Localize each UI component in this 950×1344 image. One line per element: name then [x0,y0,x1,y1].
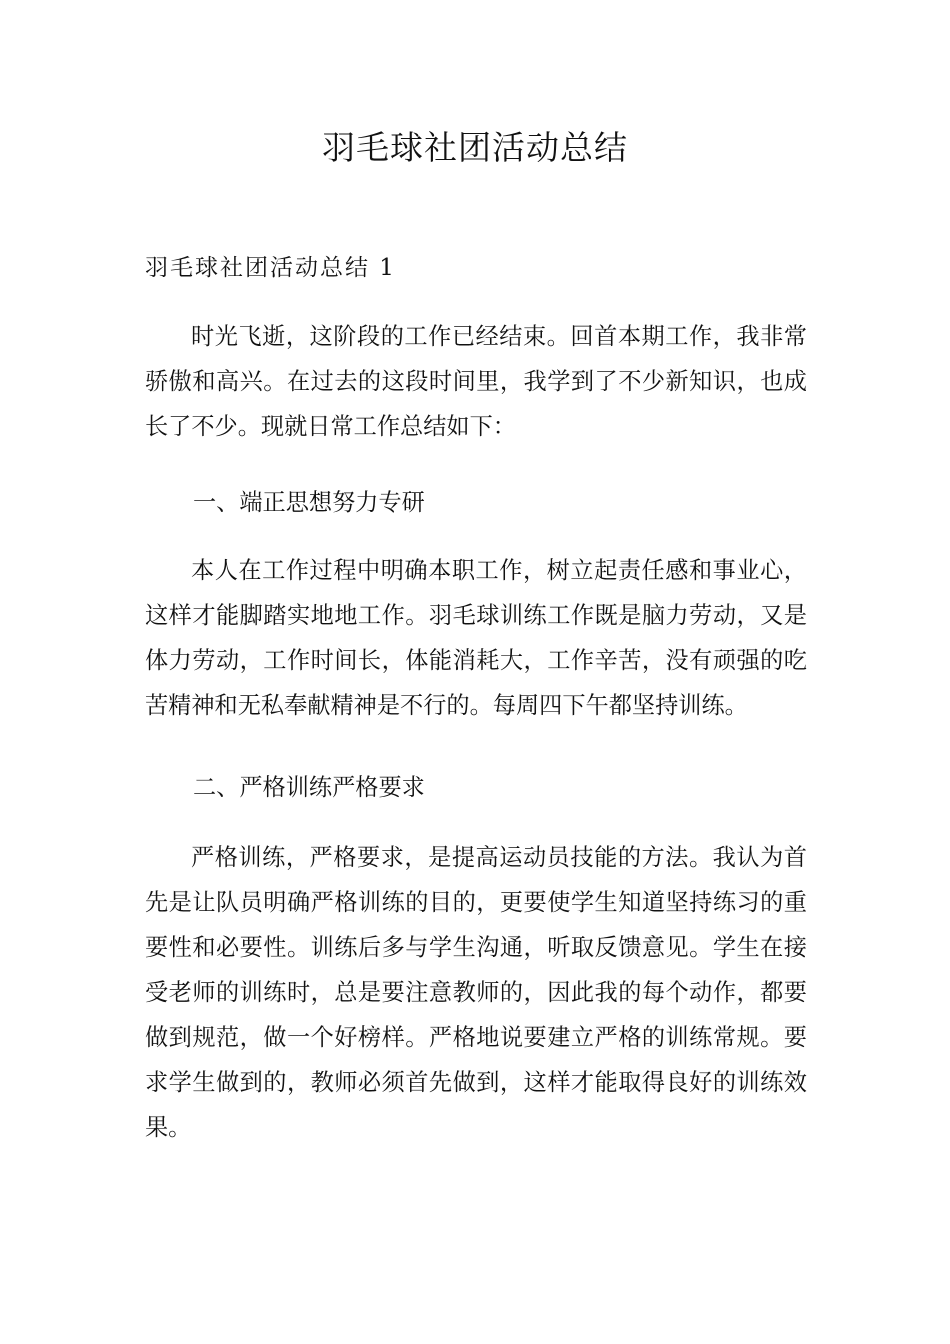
paragraph-intro: 时光飞逝，这阶段的工作已经结束。回首本期工作，我非常骄傲和高兴。在过去的这段时间里，我学到了不少新知识，也成长了不少。现就日常工作总结如下： [145,323,807,440]
heading-one: 一、端正思想努力专研 [193,489,425,516]
paragraph-one: 本人在工作过程中明确本职工作，树立起责任感和事业心，这样才能脚踏实地地工作。羽毛球训练工作既是脑力劳动，又是体力劳动，工作时间长，体能消耗大，工作辛苦，没有顽强的吃苦精神和无私奉献精神是不行的。每周四下午都坚持训练。 [145,557,807,719]
heading-two: 二、严格训练严格要求 [193,774,425,801]
paragraph-two: 严格训练，严格要求，是提高运动员技能的方法。我认为首先是让队员明确严格训练的目的，更要使学生知道坚持练习的重要性和必要性。训练后多与学生沟通，听取反馈意见。学生在接受老师的训练时，总是要注意教师的，因此我的每个动作，都要做到规范，做一个好榜样。严格地说要建立严格的训练常规。要求学生做到的，教师必须首先做到，这样才能取得良好的训练效果。 [145,844,807,1141]
section-title: 羽毛球社团活动总结 1 [145,255,396,281]
document-title: 羽毛球社团活动总结 [322,128,628,167]
